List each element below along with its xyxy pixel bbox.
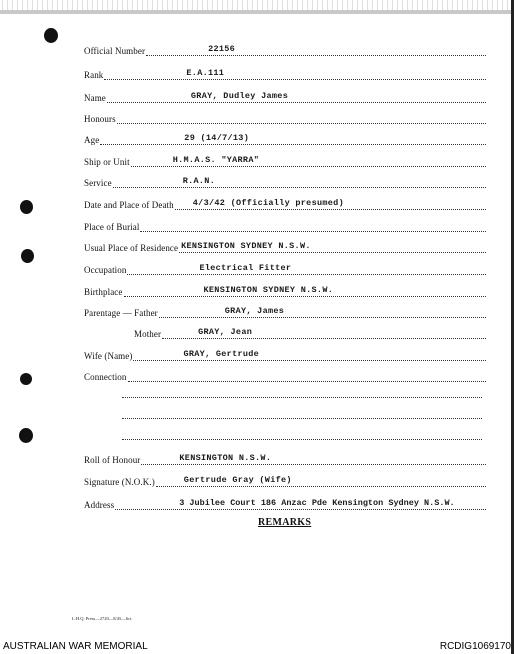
printer-imprint: L.H.Q. Press—2720—8/45—6ct. <box>72 616 133 621</box>
burial-row <box>84 218 486 232</box>
birthplace-value: KENSINGTON SYDNEY N.S.W. <box>203 285 334 295</box>
name-value: GRAY, Dudley James <box>190 91 289 101</box>
roll-of-honour-value: KENSINGTON N.S.W. <box>179 453 272 463</box>
death-label: Date and Place of Death <box>84 200 174 210</box>
occupation-label: Occupation <box>84 265 127 275</box>
wife-label: Wife (Name) <box>84 351 133 361</box>
footer-bar <box>0 638 514 654</box>
connection-row <box>84 368 486 382</box>
honours-row <box>84 110 486 124</box>
residence-label: Usual Place of Residence <box>84 243 179 253</box>
footer-source: AUSTRALIAN WAR MEMORIAL <box>3 640 148 652</box>
service-label: Service <box>84 178 112 188</box>
service-value: R.A.N. <box>182 176 216 186</box>
occupation-value: Electrical Fitter <box>199 263 292 273</box>
punch-hole <box>20 373 32 385</box>
father-row <box>84 304 486 318</box>
age-value: 29 (14/7/13) <box>184 133 250 143</box>
ship-value: H.M.A.S. "YARRA" <box>172 155 260 165</box>
birthplace-label: Birthplace <box>84 287 123 297</box>
death-value: 4/3/42 (Officially presumed) <box>192 198 344 208</box>
connection-line <box>122 396 482 398</box>
rank-row <box>84 66 486 80</box>
rank-label: Rank <box>84 70 104 80</box>
punch-hole <box>21 249 34 263</box>
ship-label: Ship or Unit <box>84 157 130 167</box>
signature-row <box>84 473 486 487</box>
residence-value: KENSINGTON SYDNEY N.S.W. <box>181 241 311 251</box>
age-label: Age <box>84 135 100 145</box>
connection-label: Connection <box>84 372 127 382</box>
wife-value: GRAY, Gertrude <box>183 349 260 359</box>
residence-row <box>84 239 486 253</box>
death-row <box>84 196 486 210</box>
ship-row <box>84 153 486 167</box>
official-number-value: 22156 <box>208 44 236 54</box>
name-label: Name <box>84 93 106 103</box>
signature-label: Signature (N.O.K.) <box>84 477 155 487</box>
punch-hole <box>44 28 58 43</box>
official-number-label: Official Number <box>84 46 146 56</box>
scan-top-edge <box>0 0 514 14</box>
honours-label: Honours <box>84 114 116 124</box>
address-row <box>84 496 486 510</box>
occupation-row <box>84 261 486 275</box>
rank-value: E.A.111 <box>186 68 225 78</box>
mother-label: Mother <box>134 329 162 339</box>
burial-label: Place of Burial <box>84 222 140 232</box>
name-row <box>84 89 486 103</box>
age-row <box>84 131 486 145</box>
roll-of-honour-row <box>84 451 486 465</box>
punch-hole <box>20 200 33 214</box>
footer-record-id: RCDIG1069170 <box>439 640 511 652</box>
address-label: Address <box>84 500 115 510</box>
service-row <box>84 174 486 188</box>
birthplace-row <box>84 283 486 297</box>
mother-row <box>134 325 486 339</box>
remarks-heading: REMARKS <box>258 517 312 528</box>
signature-value: Gertrude Gray (Wife) <box>183 475 292 485</box>
father-label: Parentage — Father <box>84 308 158 318</box>
connection-line <box>122 417 482 419</box>
wife-row <box>84 347 486 361</box>
father-value: GRAY, James <box>224 306 285 316</box>
address-value: 3 Jubilee Court 186 Anzac Pde Kensington Sydney N.S.W. <box>179 498 455 508</box>
mother-value: GRAY, Jean <box>198 327 253 337</box>
official-number-row <box>84 42 486 56</box>
punch-hole <box>19 428 33 443</box>
connection-line <box>122 438 482 440</box>
roll-of-honour-label: Roll of Honour <box>84 455 141 465</box>
